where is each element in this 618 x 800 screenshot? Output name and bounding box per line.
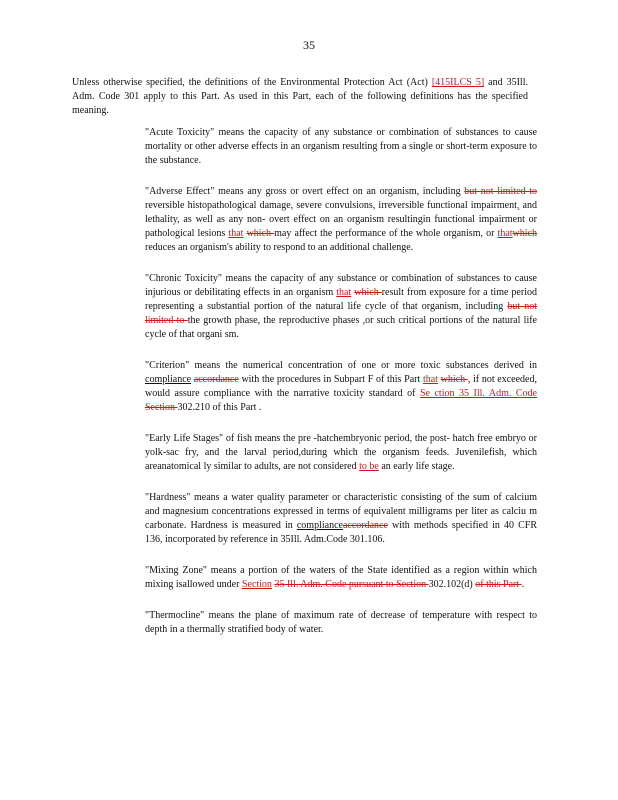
definition-criterion (145, 359, 537, 415)
definition-hardness (145, 491, 537, 547)
deleted-text: 35 Ill. Adm. Code pursuant to Section (274, 579, 429, 590)
inserted-text: [415ILCS 5] (431, 77, 485, 88)
inserted-text: that (422, 374, 438, 385)
definition-chronic-toxicity (145, 272, 537, 342)
text-run: with the procedures in Subpart F of this Part (238, 374, 423, 385)
inserted-text: that (336, 287, 352, 298)
deleted-text: accordance (193, 374, 239, 385)
text-run: 302.102(d) (428, 579, 476, 590)
intro-paragraph (72, 76, 528, 118)
definition-early-life-stages (145, 432, 537, 474)
text-run: and lethality, as well as any non- overt effect on an organism resultingin functional impairment or pathological lesions (145, 200, 537, 239)
text-run: reversible histopathological damage, severe convulsions, irreversible functional impairment (145, 200, 517, 211)
definition-adverse-effect (145, 185, 537, 255)
underlined-text: compliance (145, 374, 192, 385)
text-run: an early life stage. (378, 461, 455, 472)
definition-thermocline (145, 609, 537, 637)
text-run: may affect the performance of the whole organism, or (274, 228, 498, 239)
text-run: Unless otherwise specified, the definitions of the Environmental Protection Act (Act) (72, 77, 432, 88)
definition-mixing-zone (145, 564, 537, 592)
deleted-text: which (512, 228, 537, 239)
text-run: the growth phase, the reproductive phases ,or such critical portions of the natural life cycle of that organi sm. (145, 315, 537, 340)
inserted-text: Section (241, 579, 272, 590)
text-run: "Hardness" means a water quality parameter or characteristic consisting of the sum of calcium and magnesium concentrations expressed in terms of equivalent milligrams per liter as calciu m carbonate. Hardness is measured in (145, 492, 537, 531)
text-run: "Mixing Zone" means a portion of the waters of the State identified as a region within which mixing isallowed under (145, 565, 537, 590)
text-run: with methods specified in 40 CFR 136, incorporated by reference in 35Ill. Adm.Code 301.106. (145, 520, 537, 545)
text-run: , if not exceeded, would assure compliance with the narrative toxicity standard of (145, 374, 537, 399)
deleted-text: accordance (342, 520, 388, 531)
text-run: reduces an organism's ability to respond to an additional challenge. (145, 242, 414, 253)
deleted-text: of this Part (475, 579, 522, 590)
text-run: "Adverse Effect" means any gross or overt effect on an organism, including (145, 186, 465, 197)
page-number: 35 (303, 38, 315, 52)
definition-acute-toxicity (145, 126, 537, 168)
inserted-text: , (516, 200, 520, 211)
inserted-text: that (228, 228, 244, 239)
deleted-text: which (354, 287, 382, 298)
deleted-text: but not limited to (145, 301, 537, 326)
deleted-text: which (440, 374, 468, 385)
text-run: . (521, 579, 525, 590)
text-run: "Criterion" means the numerical concentration of one or more toxic substances derived in (145, 360, 537, 371)
inserted-text: that (497, 228, 513, 239)
deleted-text: which (246, 228, 275, 239)
inserted-text: to be (359, 461, 379, 472)
text-run: "Acute Toxicity" means the capacity of any substance or combination of substances to cause mortality or other adverse effects in an organism resulting from a single or short-term exposure to the substance. (145, 127, 537, 166)
underlined-text: compliance (296, 520, 343, 531)
text-run: "Thermocline" means the plane of maximum rate of decrease of temperature with respect to depth in a thermally stratified body of water. (145, 610, 537, 635)
definitions-list (145, 126, 537, 654)
deleted-text: but not limited to (464, 186, 537, 197)
text-run: result from exposure for a time period representing a substantial portion of the natural life cycle of that organism, including (145, 287, 537, 312)
text-run: and 35Ill. Adm. Code 301 apply to this Part. As used in this Part, each of the following definitions has the specified meaning. (72, 77, 528, 116)
text-run: "Chronic Toxicity" means the capacity of any substance or combination of substances to cause injurious or debilitating effects in an organism (145, 273, 537, 298)
text-run: 302.210 of this Part . (177, 402, 262, 413)
text-run: "Early Life Stages" of fish means the pre -hatchembryonic period, the post- hatch free embryo or yolk-sac fry, and the larval period,during which the organism feeds. Juvenilefish, which areanatomical ly similar to adults, are not considered (145, 433, 537, 472)
inserted-text: Se ction 35 Ill. Adm. Code (419, 388, 537, 399)
deleted-text: Section (145, 402, 178, 413)
